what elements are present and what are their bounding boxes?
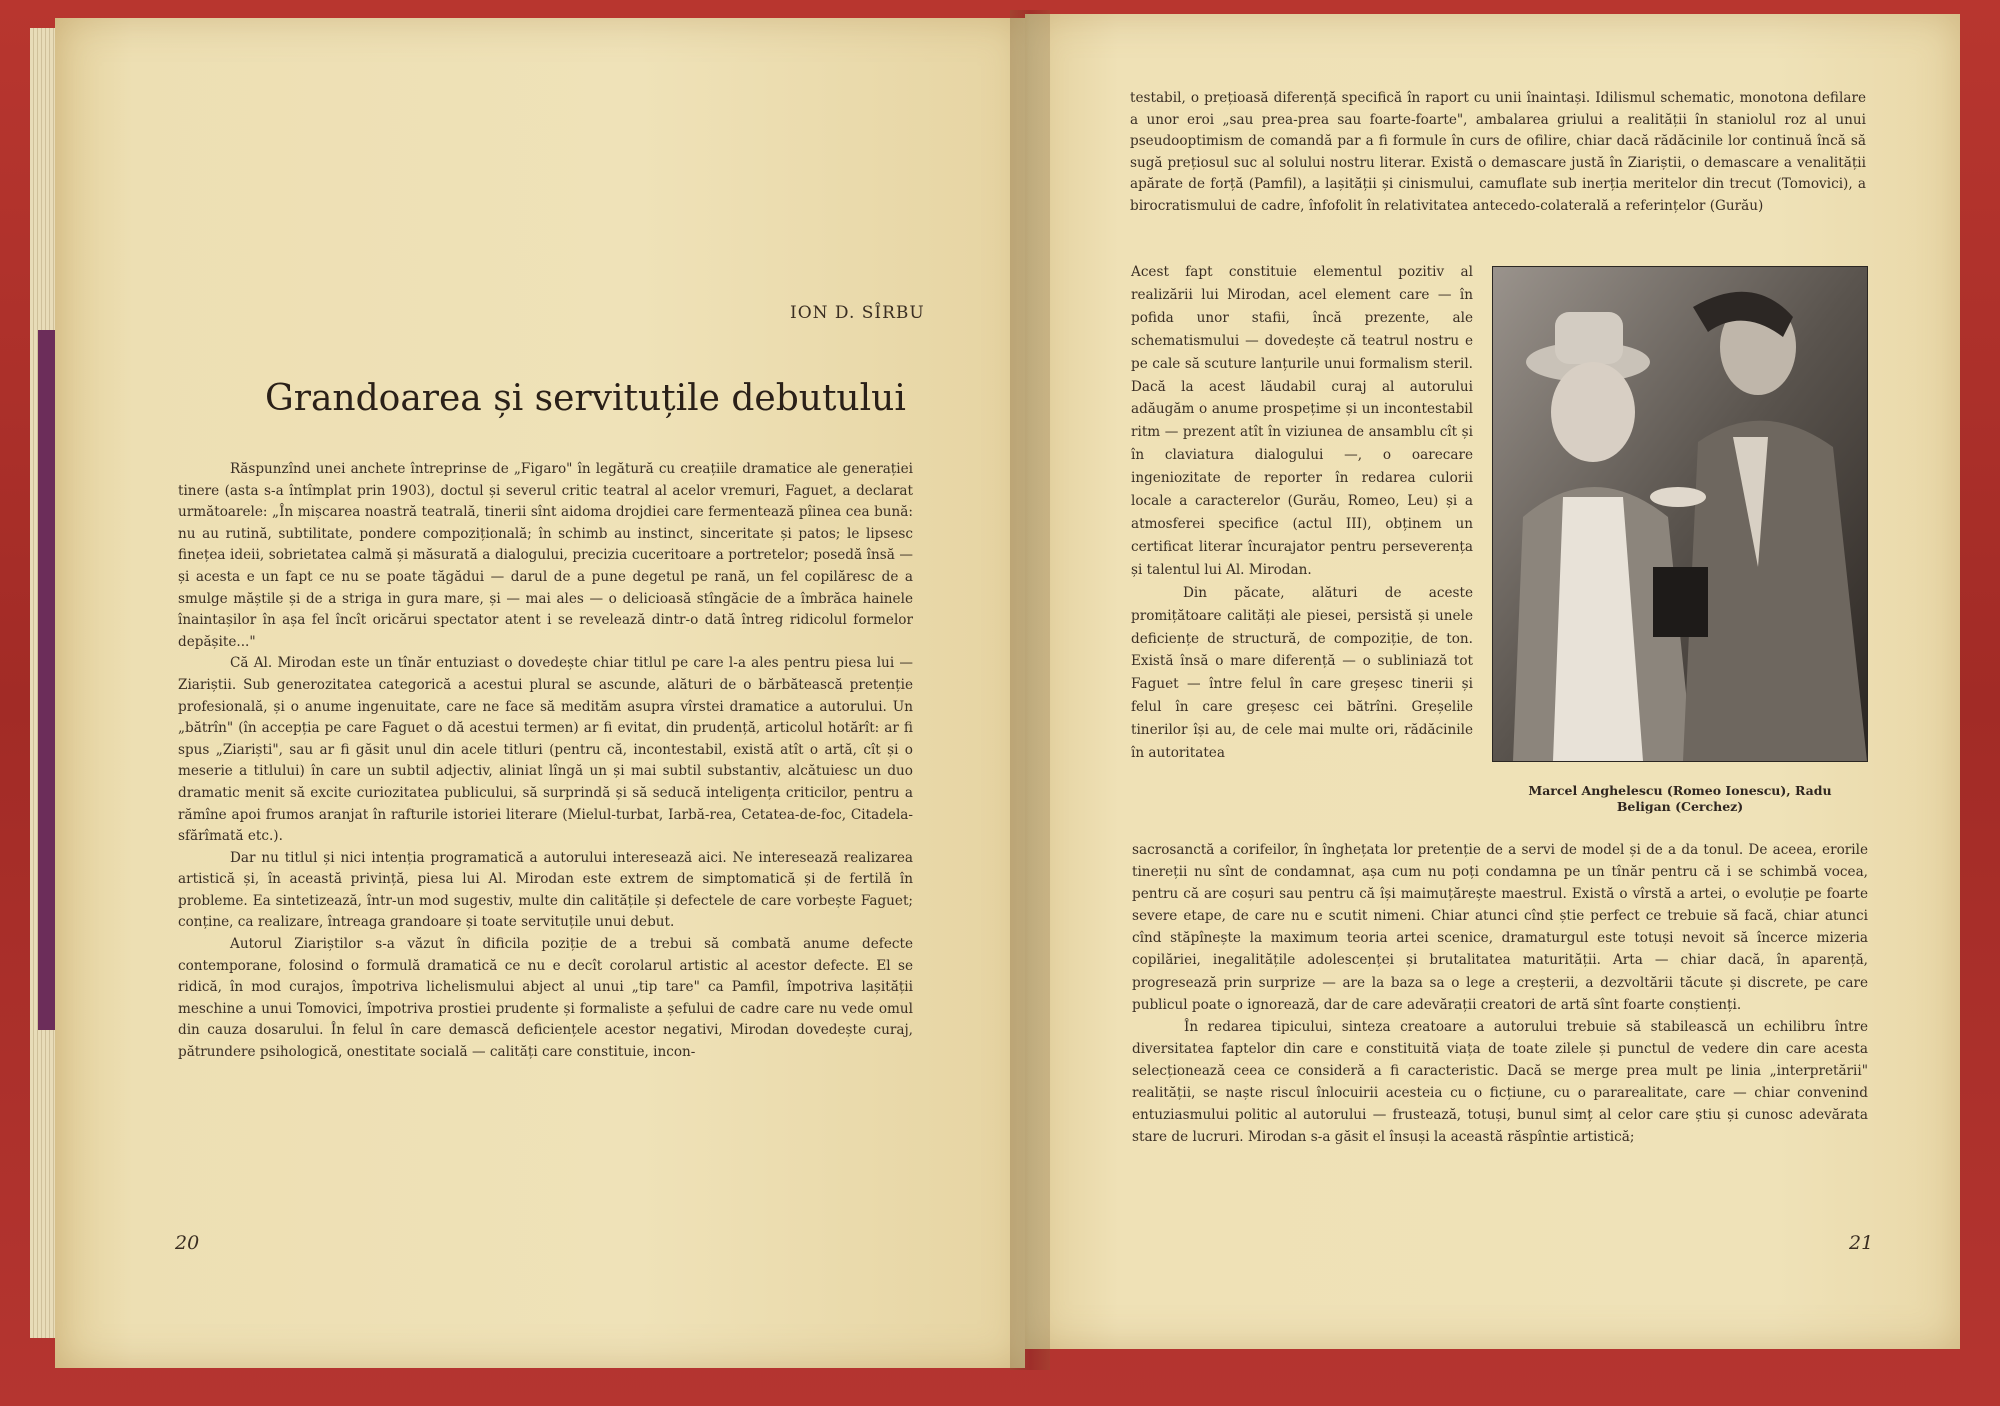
paragraph: sacrosanctă a corifeilor, în înghețata lor pretenție de a servi de model și de a da tonul. De aceea, erorile tinereții nu sînt de condamnat, așa cum nu poți condamna pe un tînăr pentru că i se schimbă vocea, pentru că are coșuri sau pentru că își maimuțărește maestrul. Există o vîrstă a artei, o evoluție pe foarte severe etape, de care nu e scutit nimeni. Chiar atunci cînd știe perfect ce trebuie să facă, chiar atunci cînd stăpînește la maximum teoria artei scenice, dramaturgul este totuși nevoit să încerce mizeria copilăriei, inegalitățile adolescenței și brutalitatea maturității. Arta — chiar dacă, în aparență, progresează prin surprize — are la baza sa o lege a creșterii, a dezvoltării tăcute și discrete, pe care publicul poate o ignorează, dar de care adevărații creatori de artă sînt foarte conștienți. xyxy=(1132,842,1868,1013)
paragraph: testabil, o prețioasă diferență specifică în raport cu unii înaintași. Idilismul schematic, monotona defilare a unor eroi „sau prea-prea sau foarte-foarte", ambalarea griului a realității în staniolul roz al unui pseudooptimism de comandă par a fi formule în curs de ofilire, chiar dacă rădăcinile lor continuă încă să sugă prețiosul suc al solului nostru literar. Există o demascare justă în Ziariștii, o demascare a venalității apărate de forță (Pamfil), a lașității și cinismului, camuflate sub inerția meritelor din trecut (Tomovici), a birocratismului de cadre, înfofolit în relativitatea antecedo-colaterală a referințelor (Gurău) xyxy=(1130,90,1866,214)
right-page-column-text xyxy=(1131,261,1473,765)
paragraph: Că Al. Mirodan este un tînăr entuziast o dovedește chiar titlul pe care l-a ales pentru piesa lui — Ziariștii. Sub generozitatea categorică a acestui plural se ascunde, alături de o bărbătească pretenție profesională, și o anume ingenuitate, care ne face să medităm asupra vîrstei dramatice a autorului. Un „bătrîn" (în accepția pe care Faguet o dă acestui termen) ar fi evitat, din prudență, articolul hotărît: ar fi spus „Ziariști", sau ar fi găsit unul din acele titluri (pentru că, incontestabil, există atît o artă, cît și o meserie a titlului) în care un subtil adjectiv, aliniat lîngă un și mai subtil substantiv, alcătuiesc un duo dramatic menit să excite curiozitatea publicului, să surprindă și să seducă inteligența criticilor, pentru a rămîne apoi frumos aranjat în rafturile istoriei literare (Mielul-turbat, Iarbă-rea, Cetatea-de-foc, Citadela-sfărîmată etc.). xyxy=(178,655,913,845)
left-page-body xyxy=(178,459,913,1064)
right-page-top-text xyxy=(1130,88,1866,218)
paragraph: Din păcate, alături de aceste promițătoare calități ale piesei, persistă și unele deficiențe de structură, de compoziție, de ton. Există însă o mare diferență — o subliniază tot Faguet — între felul în care greșesc tinerii și felul în care greșesc cei bătrîni. Greșelile tinerilor își au, de cele mai multe ori, rădăcinile în autoritatea xyxy=(1131,584,1473,762)
photo-actors xyxy=(1492,266,1868,762)
paragraph: În redarea tipicului, sinteza creatoare a autorului trebuie să stabilească un echilibru între diversitatea faptelor din care e constituită viața de toate zilele și punctul de vedere din care acesta selecționează ceea ce consideră a fi caracteristic. Dacă se merge prea mult pe linia „interpretării" realității, se naște riscul înlocuirii acesteia cu o ficțiune, cu o pararealitate, care — chiar convenind entuziasmului politic al autorului — frustează, totuși, bunul simț al celor care știu și cunosc adevărata stare de lucruri. Mirodan s-a găsit el însuși la această răspîntie artistică; xyxy=(1132,1018,1868,1146)
bookmark-strip xyxy=(38,330,56,1030)
article-title: Grandoarea și servituțile debutului xyxy=(265,378,906,419)
paragraph: Răspunzînd unei anchete întreprinse de „Figaro" în legătură cu creațiile dramatice ale generației tinere (asta s-a întîmplat prin 1903), doctul și severul critic teatral al acelor vremuri, Faguet, a declarat următoarele: „În mișcarea noastră teatrală, tinerii sînt aidoma drojdiei care fermentează pîinea cea bună: nu au rutină, subtilitate, pondere compozițională; în schimb au instinct, sinceritate și patos; le lipsesc finețea ideii, sobrietatea calmă și măsurată a dialogului, precizia cuceritoare a portretelor; posedă însă — și acesta e un fapt ce nu se poate tăgădui — darul de a pune degetul pe rană, un fel copilăresc de a smulge măștile și de a striga in gura mare, și — mai ales — o delicioasă stîngăcie de a îmbrăca hainele înaintașilor în așa fel încît oricărui spectator atent i se revelează dintr-o dată întreg ridicolul formelor depășite..." xyxy=(178,461,913,650)
paragraph: Dar nu titlul și nici intenția programatică a autorului interesează aici. Ne interesează realizarea artistică și, în această privință, piesa lui Al. Mirodan este extrem de simptomatică și de fertilă în probleme. Ea sintetizează, într-un mod sugestiv, multe din calitățile și defectele de care vorbește Faguet; conține, ca realizare, întreaga grandoare și toate servituțile unui debut. xyxy=(178,849,913,931)
article-author: ION D. SÎRBU xyxy=(790,303,925,323)
page-number-right: 21 xyxy=(1849,1232,1874,1254)
book-spine xyxy=(1010,10,1050,1370)
photo-illustration xyxy=(1493,267,1867,761)
paragraph: Autorul Ziariștilor s-a văzut în dificila poziție de a trebui să combată anume defecte contemporane, folosind o formulă dramatică ce nu e decît corolarul artistic al acestor defecte. El se ridică, în mod curajos, împotriva lichelismului abject al unui „tip tare" ca Pamfil, împotriva lașității meschine a unui Tomovici, împotriva prostiei prudente și formaliste a șefului de cadre care nu vede omul din cauza dosarului. În felul în care demască deficiențele acestor negativi, Mirodan dovedește curaj, pătrundere psihologică, onestitate socială — calități care constituie, incon- xyxy=(178,936,913,1061)
right-page-bottom-text xyxy=(1132,839,1868,1148)
page-number-left: 20 xyxy=(175,1232,200,1254)
paragraph: Acest fapt constituie elementul pozitiv al realizării lui Mirodan, acel element care — în pofida unor stafii, încă prezente, ale schematismului — dovedește că teatrul nostru e pe cale să scuture lanțurile unui formalism steril. Dacă la acest lăudabil curaj al autorului adăugăm o anume prospețime și un incontestabil ritm — prezent atît în viziunea de ansamblu cît și în claviatura dialogului —, o oarecare ingeniozitate de reporter în redarea culorii locale a caracterelor (Gurău, Romeo, Leu) și a atmosferei specifice (actul III), obținem un certificat literar încurajator pentru perseverența și talentul lui Al. Mirodan. xyxy=(1131,264,1473,578)
photo-caption: Marcel Anghelescu (Romeo Ionescu), Radu Beligan (Cerchez) xyxy=(1528,783,1832,814)
